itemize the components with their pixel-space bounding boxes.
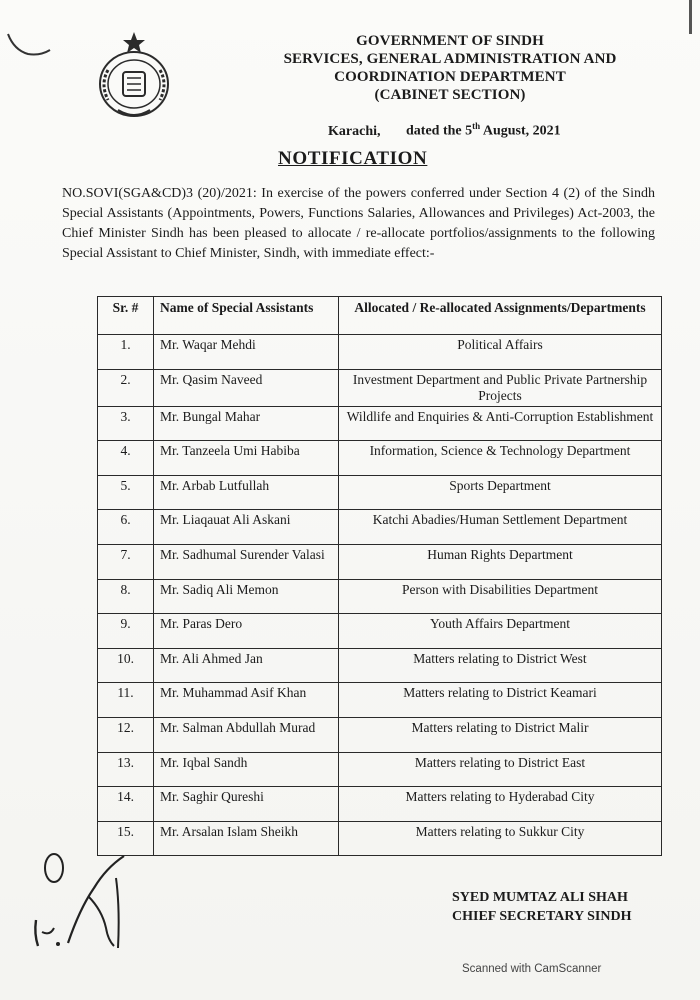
row-dept-cell: Matters relating to District Keamari (339, 683, 662, 718)
row-name-cell: Mr. Saghir Qureshi (154, 787, 339, 822)
dateline-prefix: dated the 5 (406, 123, 473, 139)
letterhead-line-2: SERVICES, GENERAL ADMINISTRATION AND (283, 51, 617, 67)
signatory-block (452, 888, 631, 926)
row-name-cell: Mr. Waqar Mehdi (154, 335, 339, 370)
scanner-watermark: Scanned with CamScanner (462, 963, 602, 975)
row-name-cell: Mr. Salman Abdullah Murad (154, 717, 339, 752)
row-sr-cell: 10. (98, 648, 154, 683)
row-dept-cell: Human Rights Department (339, 544, 662, 579)
handwritten-signature (28, 848, 178, 958)
signatory-name: SYED MUMTAZ ALI SHAH (452, 890, 628, 905)
row-dept-cell: Katchi Abadies/Human Settlement Department (339, 510, 662, 545)
table-row (98, 406, 662, 441)
row-dept-cell: Sports Department (339, 475, 662, 510)
row-sr-cell: 6. (98, 510, 154, 545)
dateline (328, 121, 561, 140)
row-sr-cell: 7. (98, 544, 154, 579)
letterhead-line-4: (CABINET SECTION) (374, 87, 526, 103)
row-dept-cell: Matters relating to District East (339, 752, 662, 787)
row-dept-cell: Information, Science & Technology Department (339, 441, 662, 476)
sindh-seal-icon (88, 30, 180, 122)
row-sr-cell: 4. (98, 441, 154, 476)
signatory-title: CHIEF SECRETARY SINDH (452, 909, 632, 924)
row-name-cell: Mr. Iqbal Sandh (154, 752, 339, 787)
edge-mark (689, 0, 692, 34)
row-sr-cell: 9. (98, 614, 154, 649)
row-name-cell: Mr. Sadiq Ali Memon (154, 579, 339, 614)
header-name: Name of Special Assistants (154, 297, 339, 335)
table-row (98, 335, 662, 370)
table-row (98, 787, 662, 822)
row-dept-cell: Youth Affairs Department (339, 614, 662, 649)
table-row (98, 579, 662, 614)
row-dept-cell: Investment Department and Public Private Partnership Projects (339, 369, 662, 406)
table-row (98, 614, 662, 649)
dateline-suffix: August, 2021 (480, 123, 561, 139)
table-row (98, 441, 662, 476)
pen-mark-icon (6, 32, 52, 58)
row-dept-cell: Matters relating to District Malir (339, 717, 662, 752)
table-row (98, 683, 662, 718)
row-sr-cell: 11. (98, 683, 154, 718)
letterhead-line-3: COORDINATION DEPARTMENT (334, 69, 566, 85)
table-row (98, 544, 662, 579)
row-sr-cell: 2. (98, 369, 154, 406)
table-row (98, 369, 662, 406)
header-dept: Allocated / Re-allocated Assignments/Departments (339, 297, 662, 335)
notification-title: NOTIFICATION (278, 148, 428, 169)
row-dept-cell: Wildlife and Enquiries & Anti-Corruption Establishment (339, 406, 662, 441)
header-sr: Sr. # (98, 297, 154, 335)
row-dept-cell: Political Affairs (339, 335, 662, 370)
row-dept-cell: Matters relating to Sukkur City (339, 821, 662, 856)
row-dept-cell: Matters relating to Hyderabad City (339, 787, 662, 822)
row-name-cell: Mr. Tanzeela Umi Habiba (154, 441, 339, 476)
table-row (98, 510, 662, 545)
table-row (98, 752, 662, 787)
row-sr-cell: 13. (98, 752, 154, 787)
notification-preamble: NO.SOVI(SGA&CD)3 (20)/2021: In exercise of the powers conferred under Section 4 (2) of the Sindh Special Assistants (Appointments, Powers, Functions Salaries, Allowances and Privileges) Act-2003, the Chief Minister Sindh has been pleased to allocate / re-allocate portfolios/assignments to the following Special Assistant to Chief Minister, Sindh, with immediate effect:- (62, 186, 655, 261)
row-sr-cell: 8. (98, 579, 154, 614)
table-body (98, 335, 662, 856)
dateline-ordinal: th (472, 121, 481, 131)
row-dept-cell: Matters relating to District West (339, 648, 662, 683)
row-sr-cell: 15. (98, 821, 154, 856)
table-row (98, 648, 662, 683)
row-name-cell: Mr. Liaqauat Ali Askani (154, 510, 339, 545)
letterhead-line-1: GOVERNMENT OF SINDH (356, 33, 544, 49)
row-dept-cell: Person with Disabilities Department (339, 579, 662, 614)
row-name-cell: Mr. Ali Ahmed Jan (154, 648, 339, 683)
row-name-cell: Mr. Sadhumal Surender Valasi (154, 544, 339, 579)
letterhead (240, 32, 660, 104)
row-name-cell: Mr. Muhammad Asif Khan (154, 683, 339, 718)
row-sr-cell: 5. (98, 475, 154, 510)
row-sr-cell: 12. (98, 717, 154, 752)
row-name-cell: Mr. Bungal Mahar (154, 406, 339, 441)
row-sr-cell: 1. (98, 335, 154, 370)
assignments-table (97, 296, 662, 856)
row-name-cell: Mr. Paras Dero (154, 614, 339, 649)
table-row (98, 717, 662, 752)
row-sr-cell: 3. (98, 406, 154, 441)
row-sr-cell: 14. (98, 787, 154, 822)
row-name-cell: Mr. Qasim Naveed (154, 369, 339, 406)
table-header-row (98, 297, 662, 335)
table-row (98, 475, 662, 510)
dateline-city: Karachi, (328, 123, 381, 139)
row-name-cell: Mr. Arsalan Islam Sheikh (154, 821, 339, 856)
row-name-cell: Mr. Arbab Lutfullah (154, 475, 339, 510)
table-row (98, 821, 662, 856)
